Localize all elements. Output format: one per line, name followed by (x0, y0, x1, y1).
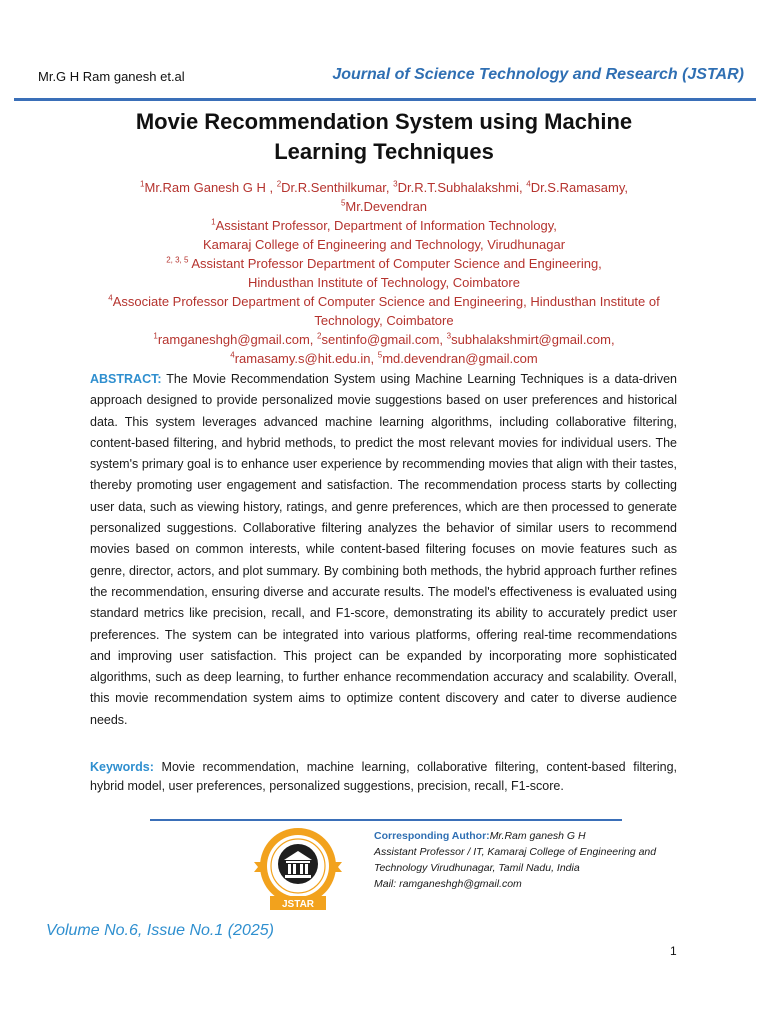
author-sup: 2 (276, 179, 282, 189)
affiliation-3 (80, 292, 688, 330)
affiliation-2 (80, 254, 688, 292)
abstract-label: ABSTRACT: (90, 372, 162, 386)
author-block (80, 178, 688, 368)
volume-info: Volume No.6, Issue No.1 (2025) (46, 922, 274, 939)
email-link[interactable]: sentinfo@gmail.com, (321, 332, 444, 347)
corresponding-mail[interactable]: Mail: ramganeshgh@gmail.com (374, 878, 522, 890)
email-link[interactable]: md.devendran@gmail.com (382, 351, 538, 366)
affiliation-sup: 4 (108, 293, 113, 303)
affiliation-text: Kamaraj College of Engineering and Technology, Virudhunagar (202, 237, 566, 252)
abstract (90, 369, 677, 731)
author-name: Dr.S.Ramasamy, (530, 180, 628, 195)
email-link[interactable]: ramasamy.s@hit.edu.in, (234, 351, 375, 366)
email-sup: 4 (230, 350, 235, 360)
email-link[interactable]: subhalakshmirt@gmail.com, (451, 332, 615, 347)
corresponding-heading (374, 828, 694, 844)
email-list (80, 330, 688, 368)
title-line-2: Learning Techniques (274, 139, 494, 164)
author-sup: 5 (340, 198, 346, 208)
corresponding-label: Corresponding Author: (374, 830, 490, 842)
keywords-text: Movie recommendation, machine learning, collaborative filtering, content-based filtering, hybrid model, user preferences, personalized suggestions, precision, recall, F1-score. (90, 760, 677, 793)
affiliation-text: Technology, Coimbatore (314, 313, 454, 328)
author-name: Mr.Ram Ganesh G H , (144, 180, 274, 195)
footer-divider (150, 819, 622, 821)
header-divider (14, 98, 756, 101)
corresponding-line: Technology Virudhunagar, Tamil Nadu, India (374, 862, 580, 874)
email-sup: 2 (317, 331, 322, 341)
corresponding-author (374, 828, 694, 892)
affiliation-sup: 2, 3, 5 (166, 255, 189, 265)
affiliation-text: Assistant Professor, Department of Information Technology, (215, 218, 557, 233)
keywords (90, 758, 677, 796)
jstar-logo (248, 824, 348, 916)
author-name: Mr.Devendran (345, 199, 428, 214)
page-number: 1 (670, 944, 677, 958)
affiliation-sup: 1 (211, 217, 216, 227)
author-name: Dr.R.Senthilkumar, (281, 180, 390, 195)
abstract-text: The Movie Recommendation System using Machine Learning Techniques is a data-driven approach designed to provide personalized movie suggestions based on user preferences and historical data. This system leverages advanced machine learning algorithms, including collaborative filtering, content-based filtering, and hybrid methods, to predict the most relevant movies for individual users. The system's primary goal is to enhance user experience by recommending movies that align with their tastes, thereby promoting user engagement and satisfaction. The recommendation process starts by collecting user data, such as viewing history, ratings, and genre preferences, which are then processed to generate personalized suggestions. Collaborative filtering analyzes the behavior of similar users to recommend movies based on common interests, while content-based filtering focuses on movie features such as genre, director, actors, and plot summary. By combining both methods, the hybrid approach further refines the recommendation, ensuring diverse and accurate results. The model's effectiveness is evaluated using standard metrics like precision, recall, and F1-score, demonstrating its ability to accurately predict user preferences. The system can be integrated into various platforms, offering real-time recommendations and improving user satisfaction. This project can be expanded by incorporating more sophisticated algorithms, such as deep learning, to further enhance recommendation accuracy and scalability. Overall, this movie recommendation system aims to optimize content discovery and cater to diverse audience needs. (90, 372, 677, 727)
affiliation-1 (80, 216, 688, 254)
running-author: Mr.G H Ram ganesh et.al (38, 69, 185, 84)
corresponding-name: Mr.Ram ganesh G H (489, 830, 586, 842)
email-sup: 1 (153, 331, 158, 341)
title-line-1: Movie Recommendation System using Machine (135, 109, 633, 134)
author-sup: 3 (393, 179, 398, 189)
keywords-label: Keywords: (90, 760, 154, 774)
corresponding-line: Assistant Professor / IT, Kamaraj College of Engineering and (374, 846, 657, 858)
author-sup: 4 (526, 179, 531, 189)
logo-text: JSTAR (281, 899, 315, 910)
author-names (80, 178, 688, 216)
affiliation-text: Assistant Professor Department of Computer Science and Engineering, (191, 256, 602, 271)
paper-title (60, 107, 708, 167)
affiliation-text: Associate Professor Department of Computer Science and Engineering, Hindusthan Institute of (112, 294, 660, 309)
author-name: Dr.R.T.Subhalakshmi, (397, 180, 523, 195)
email-sup: 5 (377, 350, 383, 360)
author-sup: 1 (140, 179, 145, 189)
journal-name: Journal of Science Technology and Research (JSTAR) (332, 66, 744, 83)
email-sup: 3 (446, 331, 452, 341)
email-link[interactable]: ramganeshgh@gmail.com, (157, 332, 314, 347)
affiliation-text: Hindusthan Institute of Technology, Coimbatore (248, 275, 520, 290)
